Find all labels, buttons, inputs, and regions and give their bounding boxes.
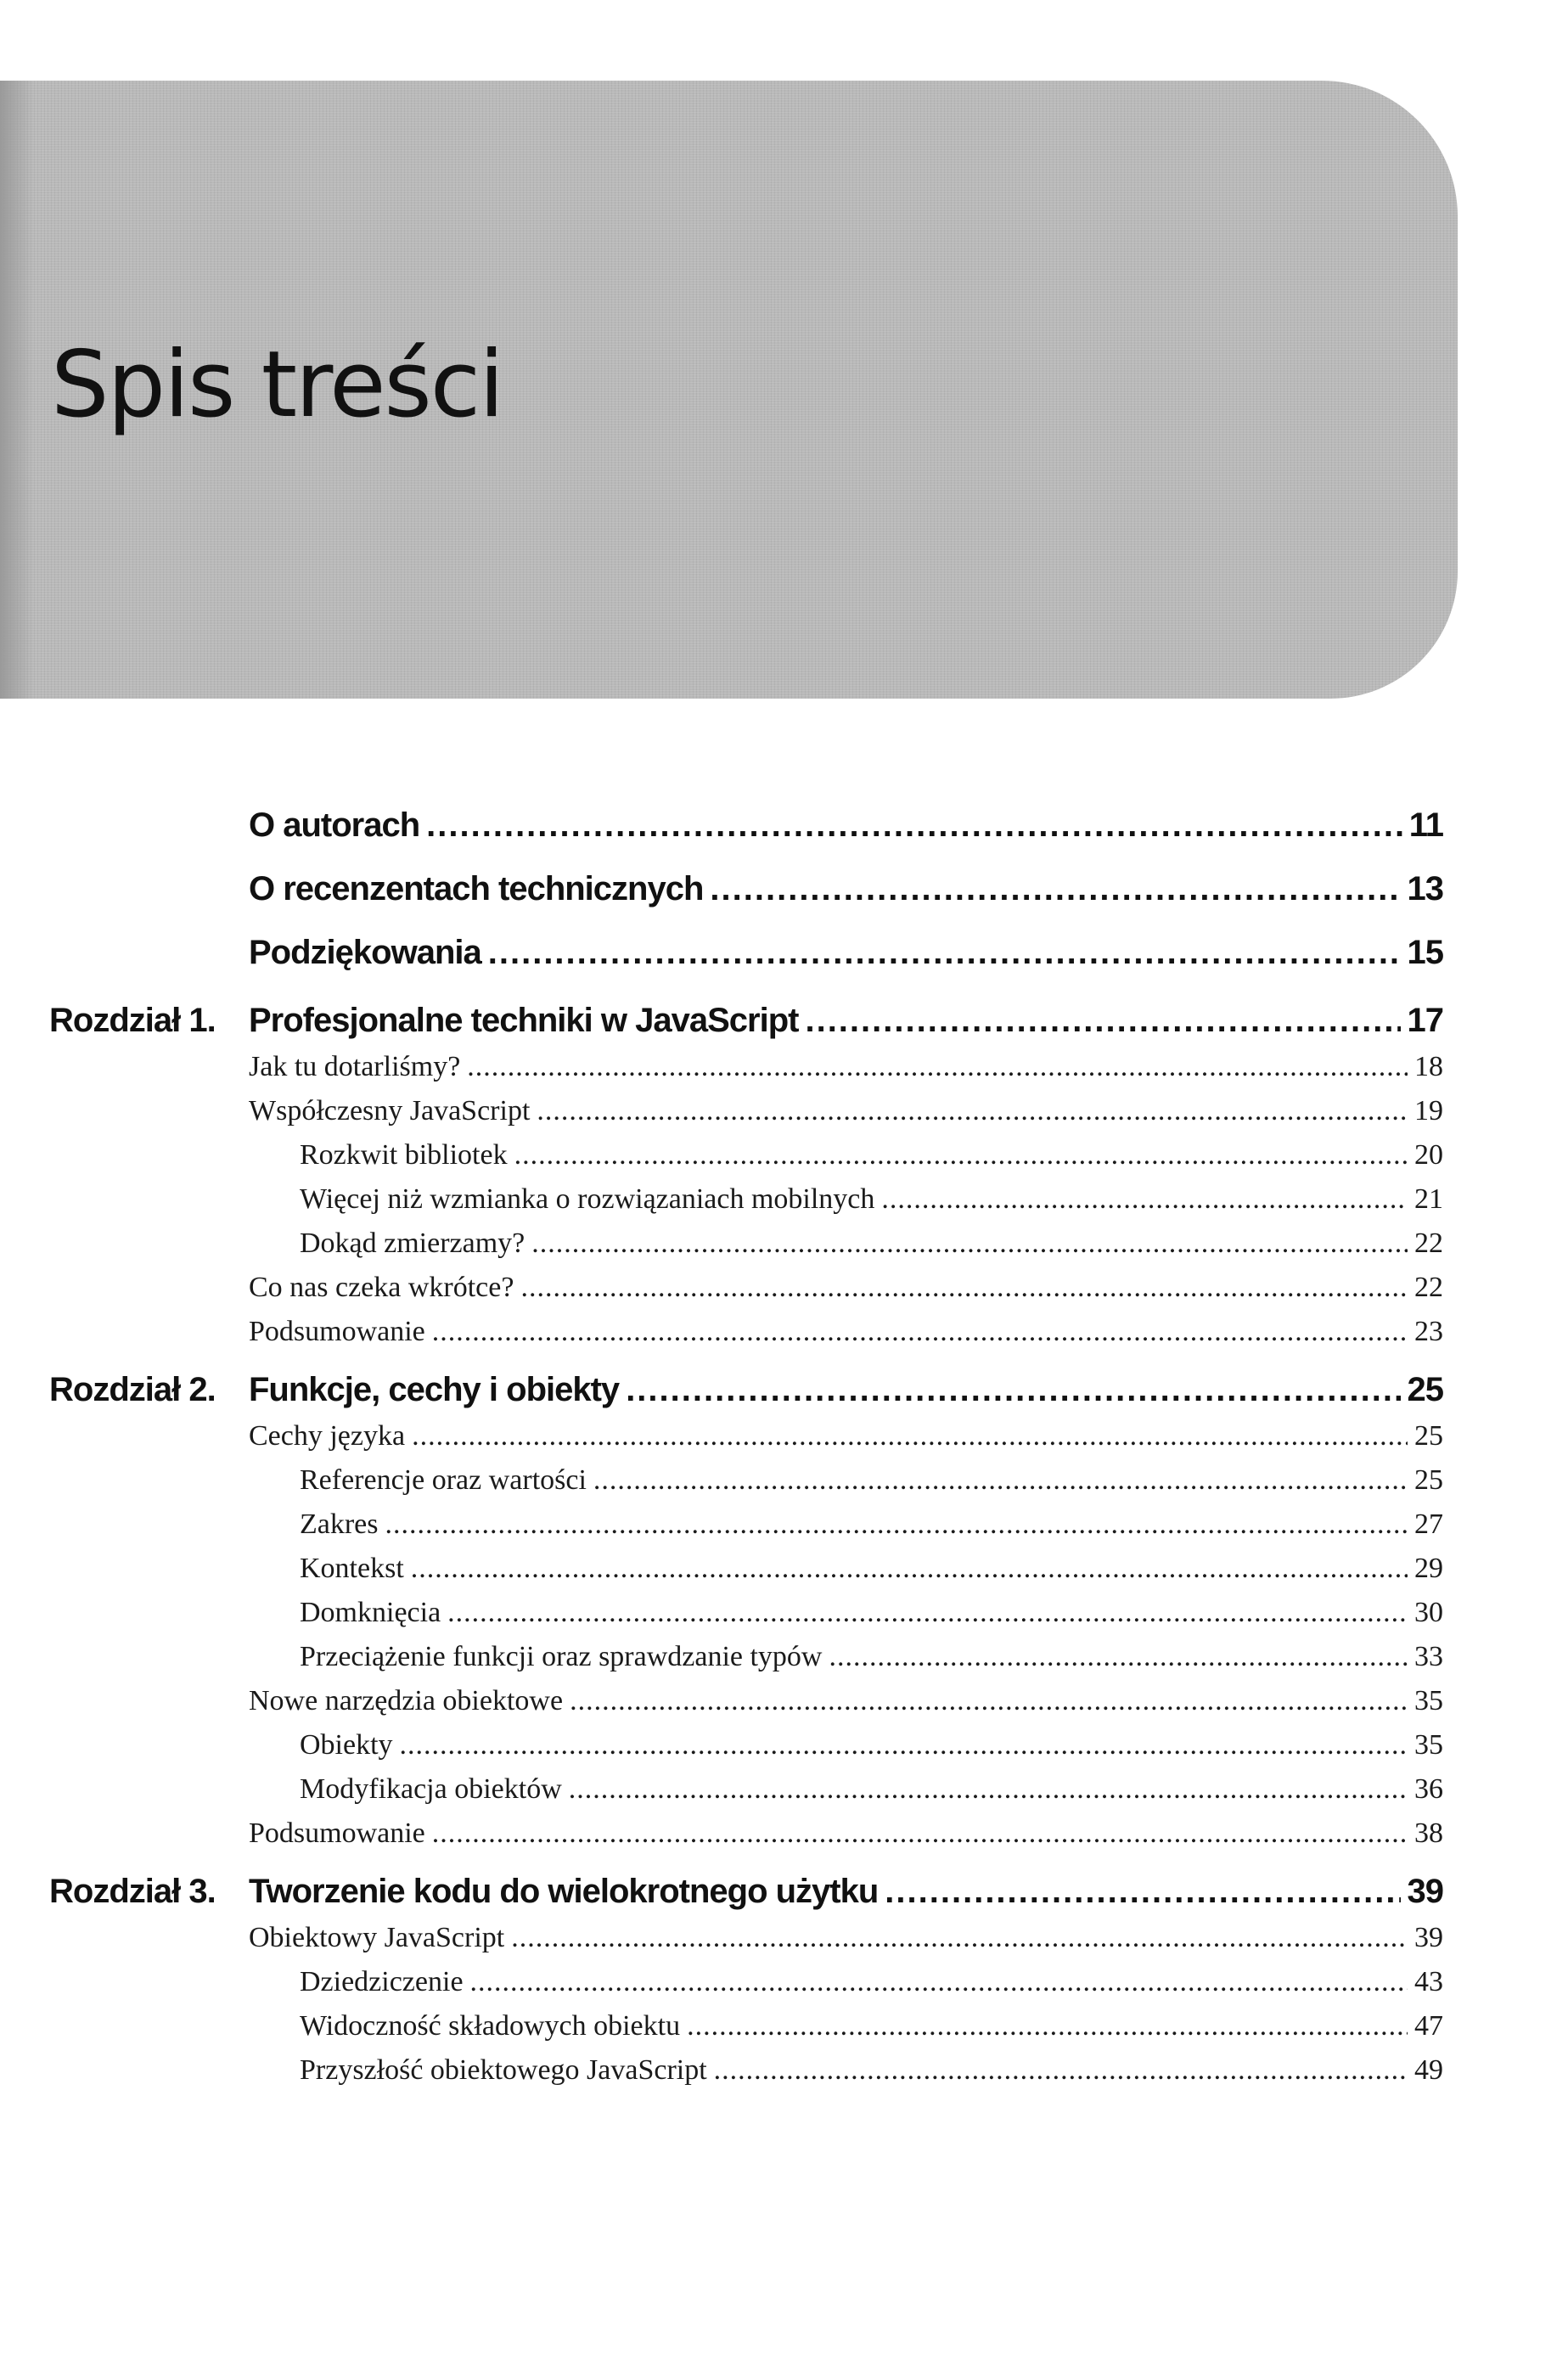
toc-leader-dots xyxy=(626,1371,1400,1409)
toc-entry-chapter[interactable] xyxy=(249,1002,1443,1040)
toc-entry-title: Domknięcia xyxy=(300,1597,441,1628)
toc-entry-subsection[interactable] xyxy=(300,1139,1443,1171)
page-title: Spis treści xyxy=(51,332,503,438)
toc-leader-dots xyxy=(710,870,1400,908)
toc-entry-front[interactable] xyxy=(249,934,1443,972)
toc-entry-subsection[interactable] xyxy=(300,1966,1443,1998)
toc-entry-page: 22 xyxy=(1414,1228,1443,1259)
toc-entry-subsection[interactable] xyxy=(300,1729,1443,1761)
toc-leader-dots xyxy=(520,1272,1408,1304)
toc-entry-title: Współczesny JavaScript xyxy=(249,1095,531,1126)
toc-entry-title: Podsumowanie xyxy=(249,1817,425,1849)
toc-entry-section[interactable] xyxy=(249,1316,1443,1348)
toc-entry-page: 30 xyxy=(1414,1597,1443,1628)
toc-entry-subsection[interactable] xyxy=(300,2010,1443,2042)
toc-entry-title: Przyszłość obiektowego JavaScript xyxy=(300,2054,707,2086)
toc-entry-subsection[interactable] xyxy=(300,1508,1443,1541)
toc-leader-dots xyxy=(593,1464,1408,1497)
toc-entry-section[interactable] xyxy=(249,1095,1443,1127)
toc-entry-subsection[interactable] xyxy=(300,1597,1443,1629)
toc-entry-page: 39 xyxy=(1414,1922,1443,1953)
toc-leader-dots xyxy=(514,1139,1408,1171)
toc-entry-subsection[interactable] xyxy=(300,1464,1443,1497)
toc-leader-dots xyxy=(570,1685,1408,1717)
toc-entry-title: Widoczność składowych obiektu xyxy=(300,2010,681,2042)
toc-entry-section[interactable] xyxy=(249,1272,1443,1304)
toc-entry-page: 29 xyxy=(1414,1553,1443,1584)
toc-entry-page: 47 xyxy=(1414,2010,1443,2042)
toc-entry-page: 49 xyxy=(1414,2054,1443,2086)
toc-leader-dots xyxy=(885,1873,1400,1911)
toc-leader-dots xyxy=(714,2054,1408,2087)
toc-entry-title: O recenzentach technicznych xyxy=(249,870,704,907)
toc-leader-dots xyxy=(829,1641,1408,1673)
toc-entry-title: Jak tu dotarliśmy? xyxy=(249,1051,461,1082)
toc-entry-page: 11 xyxy=(1408,806,1443,844)
toc-entry-title: Nowe narzędzia obiektowe xyxy=(249,1685,564,1716)
toc-entry-page: 33 xyxy=(1414,1641,1443,1672)
toc-entry-subsection[interactable] xyxy=(300,1228,1443,1260)
toc-leader-dots xyxy=(400,1729,1408,1761)
toc-entry-subsection[interactable] xyxy=(300,2054,1443,2087)
toc-entry-subsection[interactable] xyxy=(300,1773,1443,1806)
toc-entry-title: Modyfikacja obiektów xyxy=(300,1773,562,1805)
toc-entry-title: Cechy języka xyxy=(249,1420,406,1452)
toc-entry-page: 22 xyxy=(1414,1272,1443,1303)
toc-entry-page: 43 xyxy=(1414,1966,1443,1997)
toc-leader-dots xyxy=(432,1316,1408,1348)
toc-leader-dots xyxy=(881,1183,1408,1216)
toc-leader-dots xyxy=(412,1420,1408,1452)
chapter-number: Rozdział 3. xyxy=(49,1873,216,1910)
toc-entry-page: 19 xyxy=(1414,1095,1443,1126)
toc-leader-dots xyxy=(385,1508,1408,1541)
banner-shadow-edge xyxy=(0,81,34,699)
toc-leader-dots xyxy=(687,2010,1408,2042)
toc-entry-chapter[interactable] xyxy=(249,1371,1443,1409)
toc-entry-title: Kontekst xyxy=(300,1553,404,1584)
toc-entry-section[interactable] xyxy=(249,1420,1443,1452)
toc-leader-dots xyxy=(470,1966,1408,1998)
toc-entry-section[interactable] xyxy=(249,1922,1443,1954)
toc-entry-title: O autorach xyxy=(249,806,420,844)
toc-entry-front[interactable] xyxy=(249,870,1443,908)
toc-entry-title: Rozkwit bibliotek xyxy=(300,1139,508,1171)
toc-leader-dots xyxy=(447,1597,1408,1629)
toc-entry-section[interactable] xyxy=(249,1817,1443,1850)
toc-entry-page: 35 xyxy=(1414,1685,1443,1716)
toc-entry-title: Co nas czeka wkrótce? xyxy=(249,1272,514,1303)
toc-entry-title: Dziedziczenie xyxy=(300,1966,464,1997)
toc-entry-section[interactable] xyxy=(249,1051,1443,1083)
toc-entry-title: Tworzenie kodu do wielokrotnego użytku xyxy=(249,1873,879,1910)
toc-entry-page: 25 xyxy=(1407,1371,1443,1408)
toc-entry-title: Obiekty xyxy=(300,1729,393,1761)
toc-entry-subsection[interactable] xyxy=(300,1553,1443,1585)
toc-entry-page: 15 xyxy=(1407,934,1443,971)
toc-entry-title: Referencje oraz wartości xyxy=(300,1464,587,1496)
toc-leader-dots xyxy=(511,1922,1408,1954)
toc-entry-page: 20 xyxy=(1414,1139,1443,1171)
toc-entry-page: 38 xyxy=(1414,1817,1443,1849)
toc-leader-dots xyxy=(432,1817,1408,1850)
toc-leader-dots xyxy=(569,1773,1408,1806)
toc-entry-page: 23 xyxy=(1414,1316,1443,1347)
toc-entry-page: 36 xyxy=(1414,1773,1443,1805)
toc-entry-page: 21 xyxy=(1414,1183,1443,1215)
toc-entry-section[interactable] xyxy=(249,1685,1443,1717)
toc-entry-front[interactable] xyxy=(249,806,1443,845)
toc-entry-title: Obiektowy JavaScript xyxy=(249,1922,505,1953)
toc-entry-title: Zakres xyxy=(300,1508,379,1540)
toc-entry-title: Profesjonalne techniki w JavaScript xyxy=(249,1002,799,1039)
toc-leader-dots xyxy=(411,1553,1408,1585)
toc-entry-title: Funkcje, cechy i obiekty xyxy=(249,1371,620,1408)
toc-entry-page: 25 xyxy=(1414,1420,1443,1452)
toc-leader-dots xyxy=(488,934,1401,972)
toc-leader-dots xyxy=(537,1095,1408,1127)
toc-entry-title: Więcej niż wzmianka o rozwiązaniach mobilnych xyxy=(300,1183,875,1215)
toc-entry-chapter[interactable] xyxy=(249,1873,1443,1911)
toc-entry-subsection[interactable] xyxy=(300,1641,1443,1673)
toc-entry-subsection[interactable] xyxy=(300,1183,1443,1216)
toc-entry-page: 13 xyxy=(1407,870,1443,907)
toc-entry-title: Dokąd zmierzamy? xyxy=(300,1228,525,1259)
toc-entry-page: 27 xyxy=(1414,1508,1443,1540)
toc-leader-dots xyxy=(426,806,1402,845)
toc-entry-page: 39 xyxy=(1407,1873,1443,1910)
chapter-number: Rozdział 2. xyxy=(49,1371,216,1408)
toc-leader-dots xyxy=(467,1051,1408,1083)
toc-leader-dots xyxy=(805,1002,1400,1040)
toc-leader-dots xyxy=(531,1228,1408,1260)
toc-entry-title: Podziękowania xyxy=(249,934,481,971)
toc-entry-page: 17 xyxy=(1407,1002,1443,1039)
toc-entry-page: 18 xyxy=(1414,1051,1443,1082)
toc-entry-page: 25 xyxy=(1414,1464,1443,1496)
toc-entry-title: Podsumowanie xyxy=(249,1316,425,1347)
toc-entry-page: 35 xyxy=(1414,1729,1443,1761)
chapter-number: Rozdział 1. xyxy=(49,1002,216,1039)
toc-entry-title: Przeciążenie funkcji oraz sprawdzanie typów xyxy=(300,1641,823,1672)
